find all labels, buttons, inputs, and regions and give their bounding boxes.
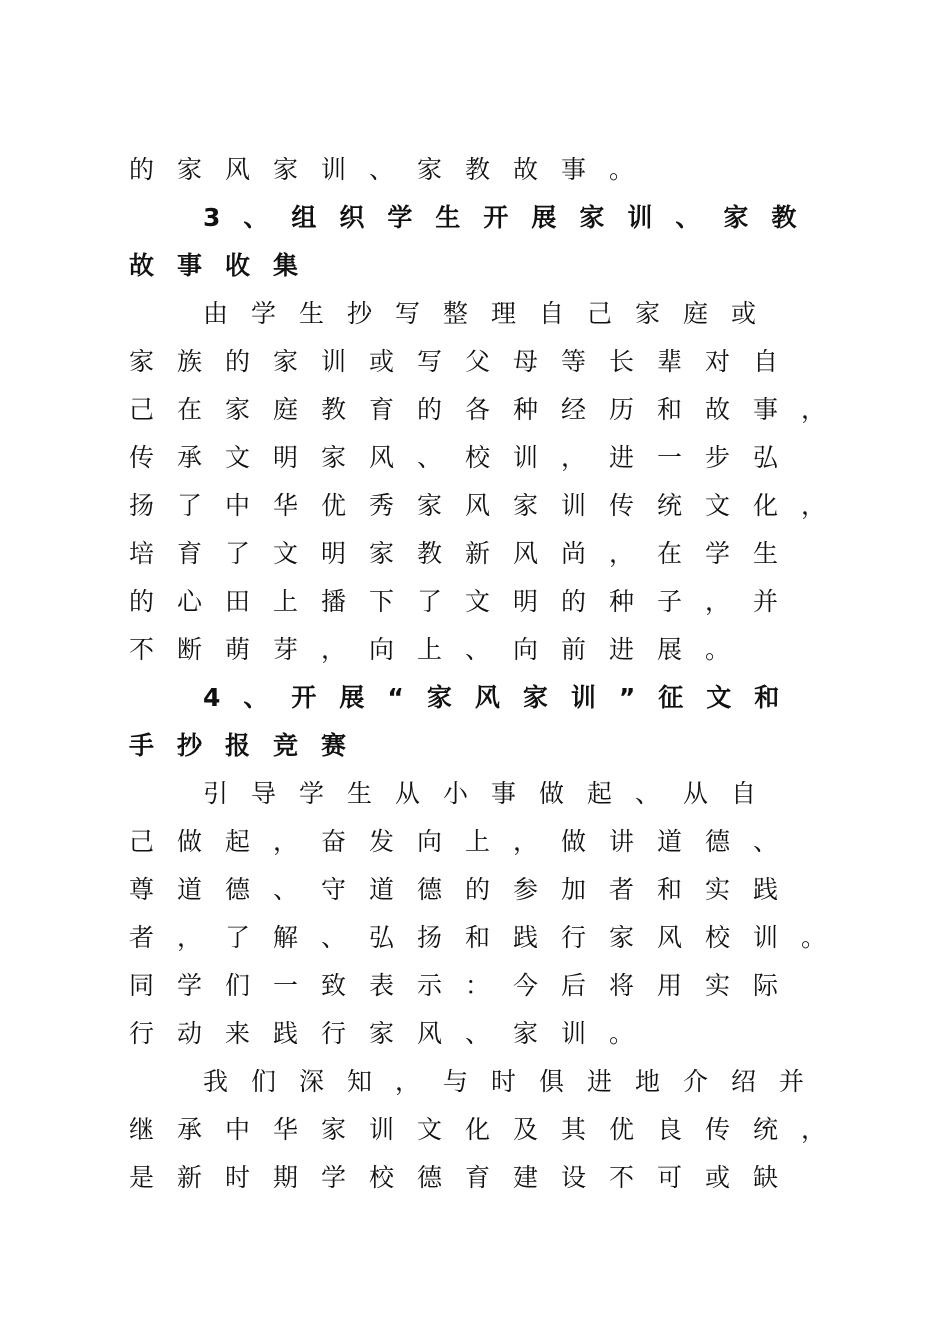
paragraph-first-line: 我们深知，与时俱进地介绍并 (203, 1067, 828, 1096)
body-text-line: 继承中华家训文化及其优良传统， (129, 1115, 850, 1144)
section-heading-line: 故事收集 (129, 251, 322, 280)
body-text-line: 己在家庭教育的各种经历和故事， (129, 395, 850, 424)
body-text-line: 培育了文明家教新风尚，在学生 (129, 539, 802, 568)
body-text-line: 同学们一致表示：今后将用实际 (129, 971, 802, 1000)
body-text-line: 尊道德、守道德的参加者和实践 (129, 875, 802, 904)
body-text-line: 己做起，奋发向上，做讲道德、 (129, 827, 802, 856)
section-heading-line: 4、开展“家风家训”征文和 (203, 683, 803, 712)
body-text-line: 家族的家训或写父母等长辈对自 (129, 347, 802, 376)
body-text-line: 者，了解、弘扬和践行家风校训。 (129, 923, 850, 952)
body-text-line: 的心田上播下了文明的种子，并 (129, 587, 802, 616)
paragraph-first-line: 引导学生从小事做起、从自 (203, 779, 780, 808)
body-text-line: 不断萌芽，向上、向前进展。 (129, 635, 754, 664)
section-heading-line: 手抄报竞赛 (129, 731, 370, 760)
body-text-line: 行动来践行家风、家训。 (129, 1019, 658, 1048)
body-text-line: 是新时期学校德育建设不可或缺 (129, 1163, 802, 1192)
body-text-line: 传承文明家风、校训，进一步弘 (129, 443, 802, 472)
paragraph-first-line: 由学生抄写整理自己家庭或 (203, 299, 780, 328)
body-text-line: 的家风家训、家教故事。 (129, 155, 658, 184)
section-heading-line: 3、组织学生开展家训、家教 (203, 203, 820, 232)
body-text-line: 扬了中华优秀家风家训传统文化， (129, 491, 850, 520)
